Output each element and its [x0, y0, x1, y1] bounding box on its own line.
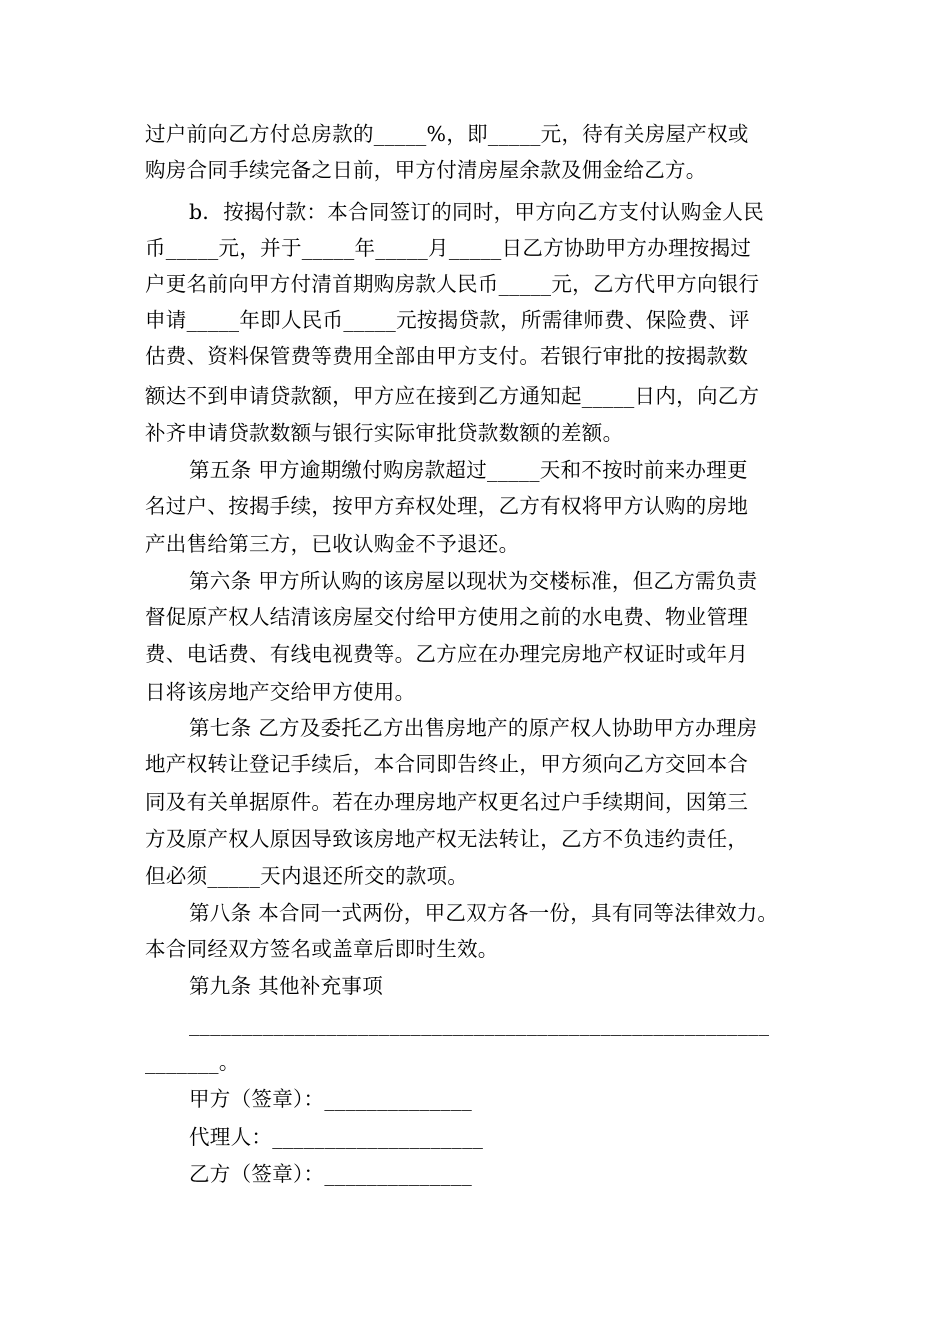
clause-9-heading: 第九条 其他补充事项 [189, 974, 384, 998]
paragraph-line: 额达不到申请贷款额，甲方应在接到乙方通知起_____日内，向乙方 [145, 384, 760, 408]
clause-6-heading: 第六条 甲方所认购的该房屋以现状为交楼标准，但乙方需负责 [189, 569, 758, 593]
paragraph-line: 币_____元，并于_____年_____月_____日乙方协助甲方办理按揭过 [145, 236, 752, 260]
paragraph-line: 户更名前向甲方付清首期购房款人民币_____元，乙方代甲方向银行 [145, 272, 760, 296]
paragraph-line: 日将该房地产交给甲方使用。 [145, 680, 416, 704]
paragraph-line: 过户前向乙方付总房款的_____%，即_____元，待有关房屋产权或 [145, 122, 749, 146]
paragraph-line: 名过户、按揭手续，按甲方弃权处理，乙方有权将甲方认购的房地 [145, 494, 749, 518]
paragraph-line: 估费、资料保管费等费用全部由甲方支付。若银行审批的按揭款数 [145, 344, 749, 368]
paragraph-line: 但必须_____天内退还所交的款项。 [145, 864, 469, 888]
supplementary-blank-line: _______________________________________________________ [189, 1012, 770, 1036]
clause-5-heading: 第五条 甲方逾期缴付购房款超过_____天和不按时前来办理更 [189, 458, 748, 482]
paragraph-line: 产出售给第三方，已收认购金不予退还。 [145, 532, 520, 556]
supplementary-blank-end: _______。 [145, 1050, 240, 1074]
paragraph-line: 督促原产权人结清该房屋交付给甲方使用之前的水电费、物业管理 [145, 605, 749, 629]
paragraph-line: b．按揭付款：本合同签订的同时，甲方向乙方支付认购金人民 [189, 200, 765, 224]
clause-8-heading: 第八条 本合同一式两份，甲乙双方各一份，具有同等法律效力。 [189, 901, 779, 925]
paragraph-line: 补齐申请贷款数额与银行实际审批贷款数额的差额。 [145, 421, 624, 445]
clause-7-heading: 第七条 乙方及委托乙方出售房地产的原产权人协助甲方办理房 [189, 716, 758, 740]
paragraph-line: 同及有关单据原件。若在办理房地产权更名过户手续期间，因第三 [145, 790, 749, 814]
paragraph-line: 方及原产权人原因导致该房地产权无法转让，乙方不负违约责任， [145, 827, 749, 851]
paragraph-line: 申请_____年即人民币_____元按揭贷款，所需律师费、保险费、评 [145, 308, 750, 332]
agent-signature-field: 代理人：____________________ [189, 1125, 484, 1149]
paragraph-line: 费、电话费、有线电视费等。乙方应在办理完房地产权证时或年月 [145, 642, 749, 666]
party-a-signature-field: 甲方（签章）：______________ [189, 1087, 473, 1111]
paragraph-line: 地产权转让登记手续后，本合同即告终止，甲方须向乙方交回本合 [145, 752, 749, 776]
party-b-signature-field: 乙方（签章）：______________ [189, 1162, 473, 1186]
paragraph-line: 本合同经双方签名或盖章后即时生效。 [145, 937, 499, 961]
paragraph-line: 购房合同手续完备之日前，甲方付清房屋余款及佣金给乙方。 [145, 158, 707, 182]
